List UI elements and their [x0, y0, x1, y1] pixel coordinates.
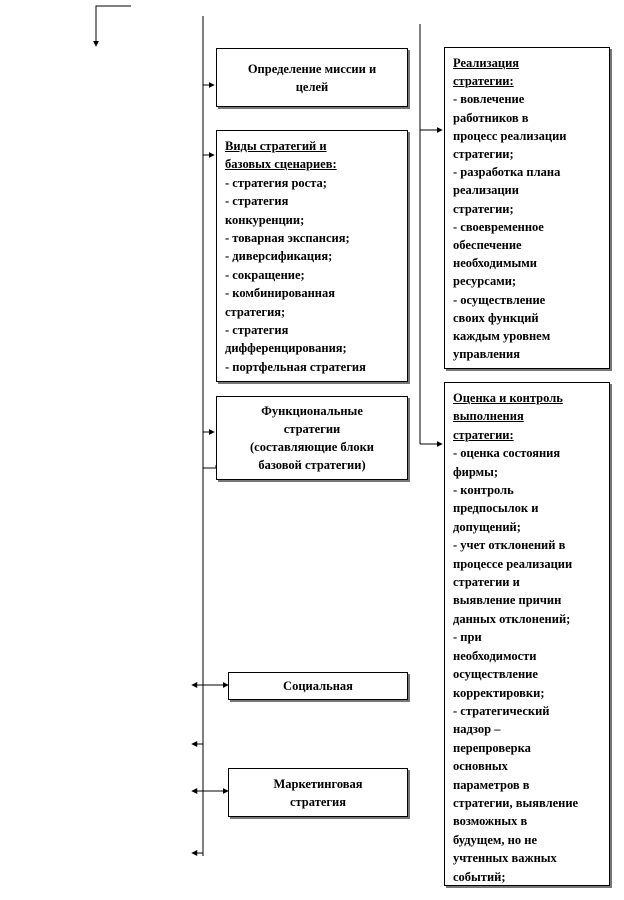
functional-box — [216, 396, 408, 480]
control-item: процессе реализации — [453, 556, 573, 571]
control-item: предпосылок и — [453, 501, 539, 516]
implementation-item: необходимыми — [453, 256, 537, 271]
implementation-title-2: стратегии: — [453, 74, 514, 89]
control-item: корректировки; — [453, 685, 545, 700]
strategies-item: стратегия; — [225, 304, 286, 319]
control-item: - при — [453, 630, 482, 645]
implementation-box — [444, 47, 610, 369]
control-item: перепроверка — [453, 740, 531, 755]
implementation-item: своих функций — [453, 310, 539, 325]
strategies-item: - товарная экспансия; — [225, 231, 350, 246]
control-item: событий; — [453, 869, 506, 884]
control-title-2: выполнения — [453, 409, 524, 424]
control-item: фирмы; — [453, 464, 499, 479]
control-item: параметров в — [453, 777, 530, 792]
implementation-item: управления — [453, 347, 520, 362]
control-item: основных — [453, 759, 508, 774]
strategies-item: - сокращение; — [225, 267, 305, 282]
strategies-item: - комбинированная — [225, 286, 336, 301]
implementation-item: процесс реализации — [453, 128, 567, 143]
control-item: - оценка состояния — [453, 446, 561, 461]
implementation-item: обеспечение — [453, 238, 522, 253]
marketing-line-1: Маркетинговая — [273, 776, 363, 791]
strategies-item: дифференцирования; — [225, 341, 347, 356]
control-item: стратегии, выявление — [453, 795, 579, 810]
control-title-3: стратегии: — [453, 427, 514, 442]
mission-line-2: целей — [295, 79, 329, 94]
implementation-item: - своевременное — [453, 219, 544, 234]
control-box — [444, 382, 610, 886]
implementation-item: каждым уровнем — [453, 329, 551, 344]
control-item: осуществление — [453, 667, 538, 682]
strategies-item: - стратегия — [225, 323, 289, 338]
mission-box — [216, 48, 408, 107]
mission-line-1: Определение миссии и — [247, 61, 377, 76]
strategies-item: конкуренции; — [225, 212, 305, 227]
functional-line-2: стратегии — [283, 422, 341, 436]
implementation-item: - осуществление — [453, 292, 546, 307]
implementation-item: ресурсами; — [453, 274, 517, 289]
control-item: - учет отклонений в — [453, 538, 566, 553]
control-item: возможных в — [453, 814, 528, 829]
control-item: необходимости — [453, 648, 537, 663]
strategies-title-2: базовых сценариев: — [225, 157, 337, 172]
functional-line-1: Функциональные — [261, 404, 363, 418]
functional-line-4: базовой стратегии) — [258, 458, 366, 472]
control-item: выявление причин — [453, 593, 562, 608]
strategies-item: - стратегия роста; — [225, 175, 327, 190]
control-item: - стратегический — [453, 703, 550, 718]
strategies-item: - портфельная стратегия — [225, 359, 366, 374]
strategies-title-1: Виды стратегий и — [225, 139, 327, 153]
strategies-item: - стратегия — [225, 194, 289, 209]
control-item: надзор – — [453, 722, 501, 737]
implementation-item: работников в — [453, 110, 529, 125]
functional-line-3: (составляющие блоки — [250, 440, 374, 454]
implementation-item: стратегии; — [453, 201, 514, 216]
control-item: будущем, но не — [453, 832, 538, 847]
top-left-connector — [96, 6, 131, 46]
social-label: Социальная — [283, 679, 353, 693]
control-item: - контроль — [453, 483, 514, 498]
implementation-item: - вовлечение — [453, 92, 525, 107]
control-item: данных отклонений; — [453, 611, 571, 626]
functional-connector — [203, 465, 216, 468]
control-item: учтенных важных — [453, 851, 557, 866]
marketing-line-2: стратегия — [289, 794, 347, 809]
control-item: стратегии и — [453, 575, 520, 590]
control-title-1: Оценка и контроль — [453, 391, 563, 405]
control-item: допущений; — [453, 519, 521, 534]
implementation-item: реализации — [453, 183, 519, 198]
strategies-item: - диверсификация; — [225, 249, 333, 264]
marketing-box — [228, 768, 408, 817]
social-box — [228, 672, 408, 700]
implementation-item: стратегии; — [453, 147, 514, 162]
implementation-item: - разработка плана — [453, 165, 561, 180]
strategies-box — [216, 130, 408, 382]
implementation-title-1: Реализация — [453, 56, 520, 70]
